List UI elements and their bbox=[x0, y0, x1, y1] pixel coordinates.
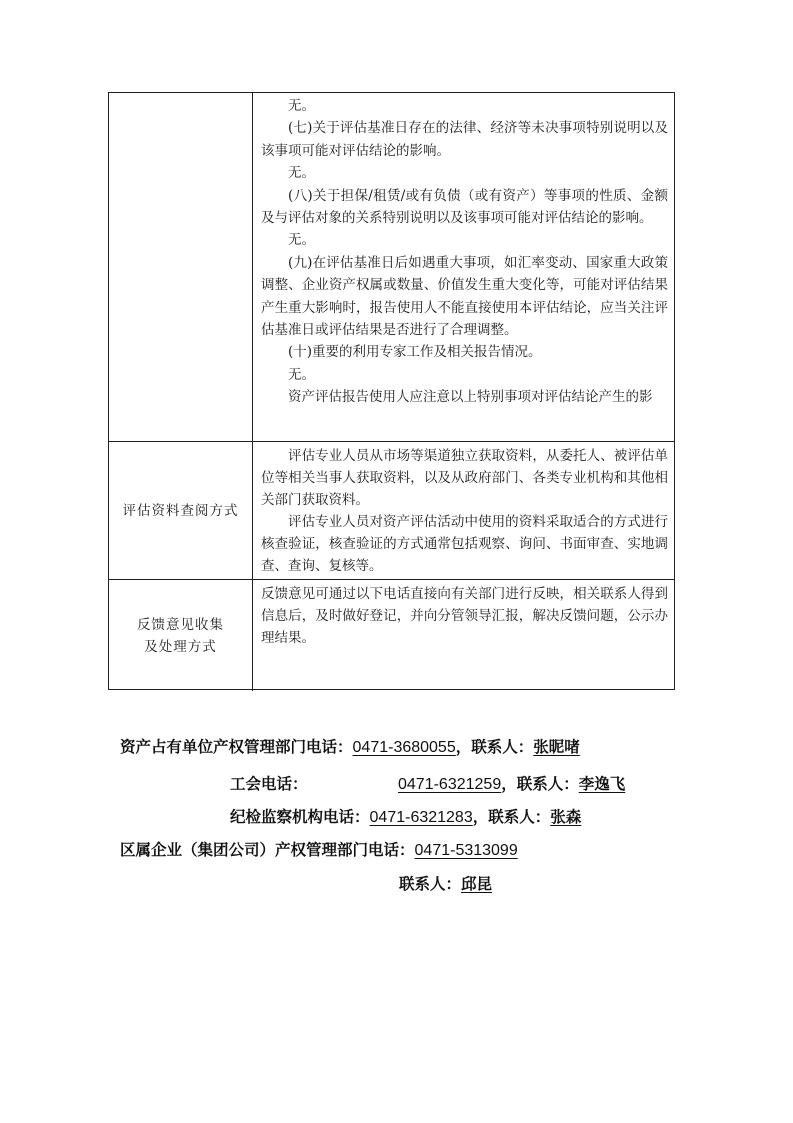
paragraph: 评估专业人员从市场等渠道独立获取资料，从委托人、被评估单位等相关当事人获取资料，以及从政府部门、各类专业机构和其他相关部门获取资料。 bbox=[261, 448, 668, 508]
contact-dept-label: 纪检监察机构电话： bbox=[230, 808, 370, 826]
contact-dept-label: 区属企业（集团公司）产权管理部门电话： bbox=[120, 841, 415, 859]
row-label-line: 及处理方式 bbox=[144, 638, 217, 655]
contact-line bbox=[120, 735, 580, 757]
contact-person-label: ，联系人： bbox=[501, 775, 579, 793]
contact-person: 李逸飞 bbox=[578, 775, 626, 793]
phone-number: 0471-6321259 bbox=[398, 776, 502, 793]
phone-number: 0471-6321283 bbox=[369, 809, 473, 826]
paragraph: 反馈意见可通过以下电话直接向有关部门进行反映，相关联系人得到信息后，及时做好登记，并向分管领导汇报，解决反馈问题，公示办理结果。 bbox=[261, 586, 668, 646]
contact-person: 张森 bbox=[550, 808, 582, 826]
phone-number: 0471-5313099 bbox=[414, 842, 518, 859]
contact-line bbox=[230, 805, 581, 827]
contact-person: 邱昆 bbox=[461, 875, 493, 893]
phone-number: 0471-3680055 bbox=[352, 739, 456, 756]
row-content-cell bbox=[253, 580, 674, 691]
paragraph: 无。 bbox=[288, 98, 315, 114]
paragraph: (九)在评估基准日后如遇重大事项，如汇率变动、国家重大政策调整、企业资产权属或数量、价值发生重大变化等，可能对评估结果产生重大影响时，报告使用人不能直接使用本评估结论，应当关注评估基准日或评估结果是否进行了合理调整。 bbox=[261, 254, 668, 339]
paragraph: (七)关于评估基准日存在的法律、经济等未决事项特别说明以及 该事项可能对评估结论的影响。 bbox=[261, 120, 668, 159]
row-label: 评估资料查阅方式 bbox=[122, 502, 239, 519]
table-row bbox=[109, 442, 674, 580]
contact-person-label: 联系人： bbox=[399, 875, 462, 893]
row-label-line: 反馈意见收集 bbox=[137, 616, 224, 633]
info-table bbox=[108, 92, 675, 690]
paragraph: 评估专业人员对资产评估活动中使用的资料采取适合的方式进行核查验证，核查验证的方式通常包括观察、询问、书面审查、实地调查、查询、复核等。 bbox=[261, 514, 668, 574]
paragraph: (八)关于担保/租赁/或有负债（或有资产）等事项的性质、金额及与评估对象的关系特别说明以及该事项可能对评估结论的影响。 bbox=[261, 187, 668, 227]
table-row bbox=[109, 93, 674, 442]
contact-line bbox=[399, 872, 492, 894]
paragraph: 无。 bbox=[288, 232, 315, 249]
contact-person-label: ，联系人： bbox=[455, 738, 534, 756]
table-row bbox=[109, 580, 674, 691]
paragraph: 资产评估报告使用人应注意以上特别事项对评估结论产生的影 bbox=[288, 389, 653, 406]
contact-person: 张昵啫 bbox=[533, 738, 580, 756]
row-label-cell bbox=[109, 93, 253, 441]
contact-line bbox=[120, 838, 518, 860]
paragraph: 无。 bbox=[288, 366, 315, 383]
paragraph: 无。 bbox=[288, 165, 315, 182]
row-content-cell bbox=[253, 442, 674, 579]
contact-line bbox=[230, 772, 625, 794]
contact-dept-label: 资产占有单位产权管理部门电话： bbox=[120, 738, 353, 756]
paragraph: (十)重要的利用专家工作及相关报告情况。 bbox=[288, 344, 542, 361]
row-label-cell bbox=[109, 580, 253, 691]
row-content-cell bbox=[253, 93, 674, 441]
contact-dept-label: 工会电话： bbox=[230, 775, 308, 793]
contact-person-label: ，联系人： bbox=[472, 808, 551, 826]
row-label-cell bbox=[109, 442, 253, 579]
